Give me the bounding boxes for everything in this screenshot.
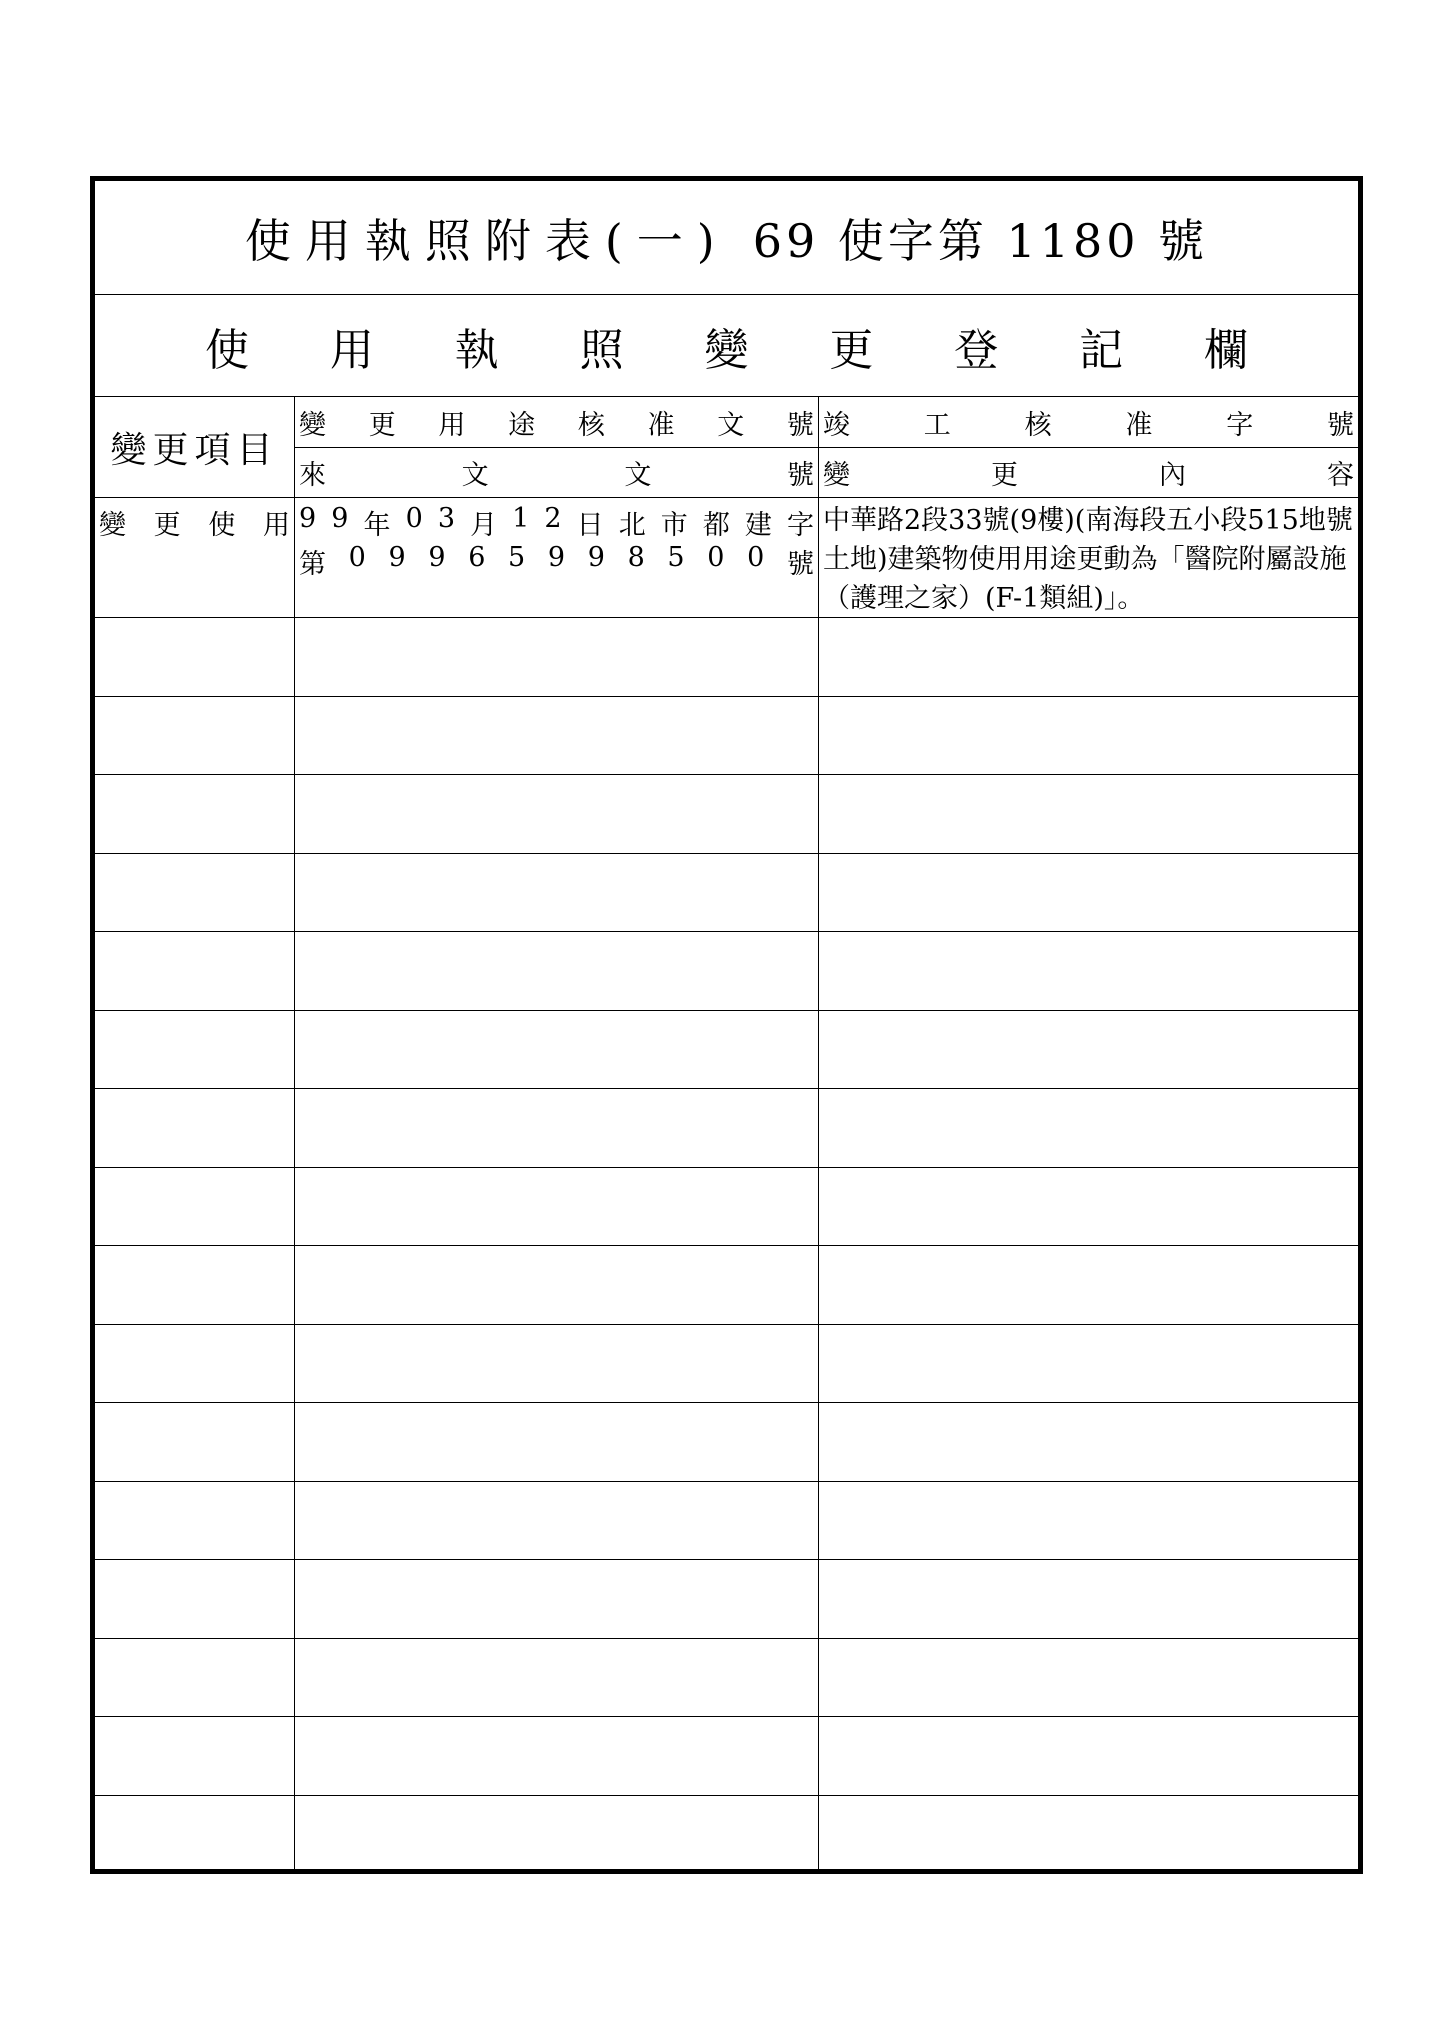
row-divider — [95, 1638, 1358, 1639]
header-bottom — [95, 497, 1358, 498]
row-divider — [95, 617, 1358, 618]
row-divider — [95, 696, 1358, 697]
subtitle-char: 變 — [704, 324, 749, 376]
subtitle-char: 記 — [1079, 324, 1124, 376]
row-divider — [95, 774, 1358, 775]
subtitle-char: 使 — [205, 324, 249, 376]
subtitle-char: 登 — [954, 324, 999, 376]
entry-doc-line-2: 第 0 9 9 6 5 9 9 8 5 0 0 號 — [299, 542, 814, 580]
row-divider — [95, 853, 1358, 854]
form-title-prefix: 使用執照附表(一) — [244, 213, 729, 268]
entry-item: 變 更 使 用 — [99, 510, 290, 541]
entry-doc-line-1: 9 9 年 0 3 月 1 2 日 北 市 都 建 字 — [299, 503, 814, 541]
subtitle-char: 用 — [329, 324, 374, 376]
entry-content: 中華路2段33號(9樓)(南海段五小段515地號土地)建築物使用用途更動為「醫院附屬設施（護理之家）(F-1類組)」。 — [823, 505, 1353, 614]
subtitle-char: 執 — [454, 324, 499, 376]
row-divider — [95, 1559, 1358, 1560]
header-incoming-doc-no: 來 文 文 號 — [299, 460, 814, 491]
row-divider — [95, 931, 1358, 932]
row-divider — [95, 1324, 1358, 1325]
header-change-content: 變 更 內 容 — [823, 460, 1354, 491]
row-divider — [95, 1010, 1358, 1011]
row-divider — [95, 1088, 1358, 1089]
row-divider — [95, 1167, 1358, 1168]
subtitle-char: 更 — [829, 324, 874, 376]
row-divider — [95, 1481, 1358, 1482]
header-change-item: 變更項目 — [110, 429, 279, 471]
header-approval-doc-no: 變 更 用 途 核 准 文 號 — [299, 409, 814, 441]
row-divider — [95, 1245, 1358, 1246]
header-completion-no: 竣 工 核 准 字 號 — [823, 409, 1354, 441]
subtitle-char: 欄 — [1204, 324, 1248, 376]
subtitle-char: 照 — [579, 324, 624, 376]
usage-permit-form — [90, 176, 1363, 1874]
permit-code: 69 使字第 1180 號 — [752, 213, 1209, 268]
form-title — [95, 181, 1358, 295]
row-divider — [95, 1795, 1358, 1796]
row-divider — [95, 1402, 1358, 1403]
row-divider — [95, 1716, 1358, 1717]
form-subtitle — [95, 295, 1358, 397]
